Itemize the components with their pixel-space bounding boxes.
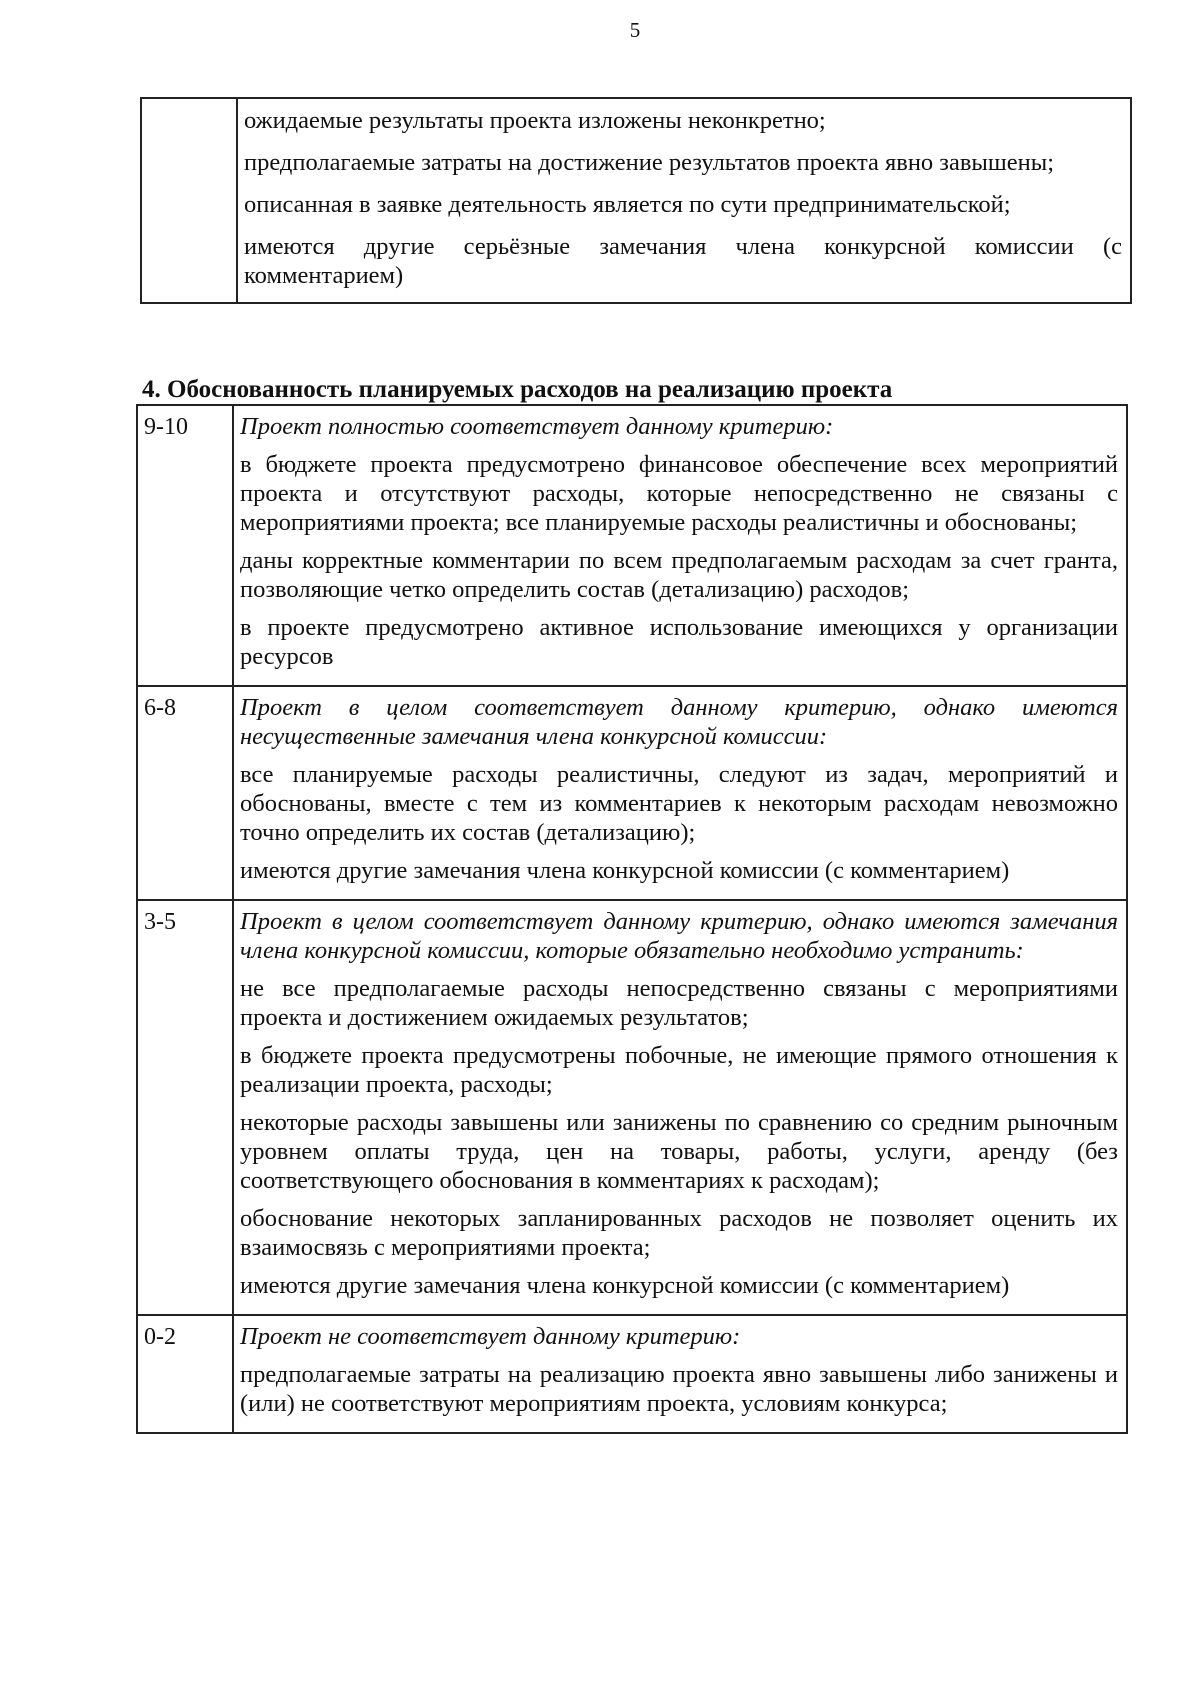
criteria-description-cell [237, 98, 1131, 303]
criteria-item: имеются другие серьёзные замечания члена конкурсной комиссии (с комментарием) [244, 233, 1122, 289]
criteria-item: имеются другие замечания члена конкурсной комиссии (с комментарием) [240, 1272, 1010, 1299]
score-cell [141, 98, 237, 303]
score-cell: 9-10 [137, 405, 233, 686]
section-heading: 4. Обоснованность планируемых расходов на реализацию проекта [142, 376, 893, 403]
criteria-item: обоснование некоторых запланированных расходов не позволяет оценить их взаимосвязь с мероприятиями проекта; [240, 1205, 1118, 1261]
criteria-lead: Проект полностью соответствует данному критерию: [240, 413, 834, 440]
criteria-item: в бюджете проекта предусмотрено финансовое обеспечение всех мероприятий проекта и отсутствуют расходы, которые непосредственно не связаны с мероприятиями проекта; все планируемые расходы реалистичны и обоснованы; [240, 451, 1118, 536]
table-row [137, 686, 1127, 900]
criteria-lead: Проект не соответствует данному критерию: [240, 1323, 741, 1350]
criteria-table [136, 404, 1128, 1434]
criteria-item: ожидаемые результаты проекта изложены неконкретно; [244, 107, 826, 134]
table-row [137, 405, 1127, 686]
table-row [137, 900, 1127, 1315]
criteria-item: некоторые расходы завышены или занижены по сравнению со средним рыночным уровнем оплаты труда, цен на товары, работы, услуги, аренду (без соответствующего обоснования в комментариях к расходам); [240, 1109, 1118, 1194]
criteria-item: даны корректные комментарии по всем предполагаемым расходам за счет гранта, позволяющие четко определить состав (детализацию) расходов; [240, 547, 1118, 603]
table-row [141, 98, 1131, 303]
table-row [137, 1315, 1127, 1433]
criteria-description-cell [233, 686, 1127, 900]
criteria-lead: Проект в целом соответствует данному критерию, однако имеются замечания члена конкурсной комиссии, которые обязательно необходимо устранить: [240, 908, 1118, 964]
criteria-description-cell [233, 405, 1127, 686]
criteria-item: не все предполагаемые расходы непосредственно связаны с мероприятиями проекта и достижением ожидаемых результатов; [240, 975, 1118, 1031]
score-cell: 6-8 [137, 686, 233, 900]
criteria-item: предполагаемые затраты на реализацию проекта явно завышены либо занижены и (или) не соответствуют мероприятиям проекта, условиям конкурса; [240, 1361, 1118, 1417]
criteria-description-cell [233, 1315, 1127, 1433]
criteria-table-continued [140, 97, 1132, 304]
criteria-item: все планируемые расходы реалистичны, следуют из задач, мероприятий и обоснованы, вместе с тем из комментариев к некоторым расходам невозможно точно определить их состав (детализацию); [240, 761, 1118, 846]
criteria-item: предполагаемые затраты на достижение результатов проекта явно завышены; [244, 149, 1055, 176]
criteria-item: в бюджете проекта предусмотрены побочные, не имеющие прямого отношения к реализации проекта, расходы; [240, 1042, 1118, 1098]
score-cell: 3-5 [137, 900, 233, 1315]
criteria-item: описанная в заявке деятельность является по сути предпринимательской; [244, 191, 1011, 218]
criteria-description-cell [233, 900, 1127, 1315]
page-number: 5 [629, 18, 641, 42]
score-cell: 0-2 [137, 1315, 233, 1433]
criteria-lead: Проект в целом соответствует данному критерию, однако имеются несущественные замечания члена конкурсной комиссии: [240, 694, 1118, 750]
criteria-item: в проекте предусмотрено активное использование имеющихся у организации ресурсов [240, 614, 1118, 670]
criteria-item: имеются другие замечания члена конкурсной комиссии (с комментарием) [240, 857, 1010, 884]
